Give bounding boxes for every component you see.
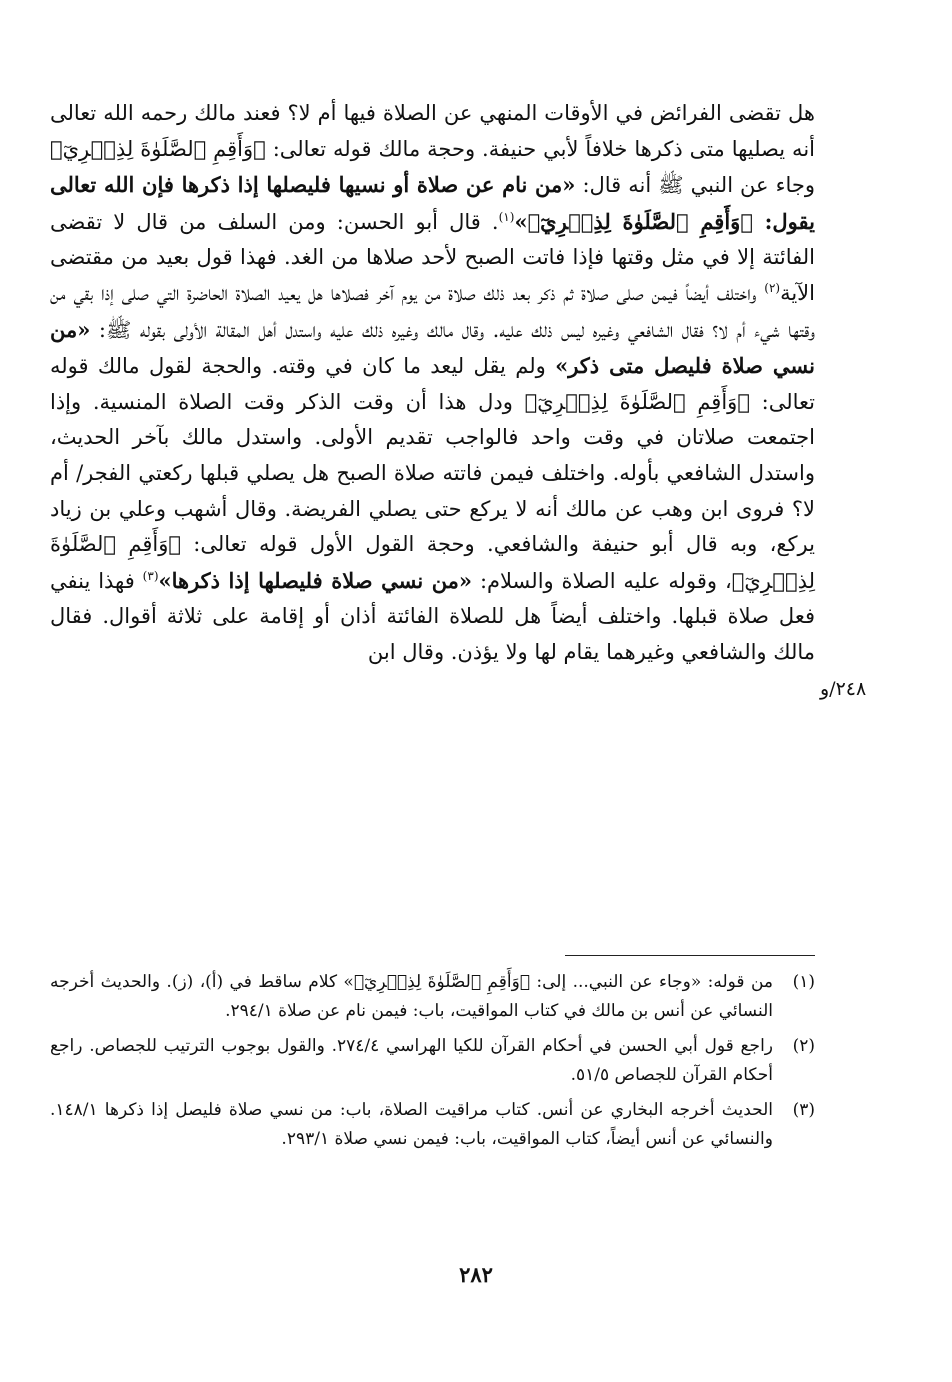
text-segment: ودل هذا أن وقت الذكر وقت الصلاة المنسية. وإذا اجتمعت صلاتان في وقت واحد فالواجب تقديم الأولى. واستدل مالك بآخر الحديث، واستدل الشافعي بأوله. واختلف فيمن فاتته صلاة الصبح هل يصلي قبلها ركعتي الفجر/ أم لا؟ فروى ابن وهب عن مالك أنه لا يركع حتى يصلي الفريضة. وقال أشهب وعلي بن زياد يركع، وبه قال أبو حنيفة والشافعي. وحجة القول الأول قوله تعالى:	[50, 389, 815, 557]
manuscript-folio-marker: ٢٤٨/و	[820, 678, 867, 700]
footnote-number: (١)	[792, 972, 815, 992]
text-segment: ولم يقل ليعد ما كان في وقته. والحجة لقول مالك قوله تعالى:	[50, 354, 816, 414]
text-segment: فهذا ينفي فعل صلاة قبلها. واختلف أيضاً هل للصلاة الفائتة أذان أو إقامة على ثلاثة أقوال. فقال مالك والشافعي وغيرهما يقام لها ولا يؤذن. وقال ابن	[50, 568, 815, 664]
text-segment: . قال أبو الحسن: ومن السلف من قال لا تقضى الفائتة إلا في مثل وقتها فإذا فاتت الصبح لأحد صلاها من الغد. فهذا قول بعيد من مقتضى الآية	[50, 209, 815, 305]
footnote-ref: (٣)	[142, 568, 159, 583]
hadith-quote: «من نسي صلاة فليصل متى ذكر»	[50, 316, 815, 379]
hadith-close: »	[514, 208, 528, 234]
footnote-number: (٢)	[792, 1036, 815, 1056]
text-segment: هل تقضى الفرائض في الأوقات المنهي عن الصلاة فيها أم لا؟ فعند مالك رحمه الله تعالى أنه يصليها متى ذكرها خلافاً لأبي حنيفة. وحجة مالك قوله تعالى:	[50, 101, 815, 161]
footnote-text: الحديث أخرجه البخاري عن أنس. كتاب مراقيت الصلاة، باب: من نسي صلاة فليصل إذا ذكرها ١٤٨/١. والنسائي عن أنس أيضاً، كتاب المواقيت، باب: فيمن نسي صلاة ٢٩٣/١.	[50, 1100, 773, 1149]
footnote-text: راجع قول أبي الحسن في أحكام القرآن للكيا الهراسي ٢٧٤/٤. والقول بوجوب الترتيب للجصاص. راجع أحكام القرآن للجصاص ٥١/٥.	[50, 1036, 773, 1085]
quran-verse: ﴿وَأَقِمِ ٱلصَّلَوٰةَ لِذِكۡرِيٓ﴾	[524, 389, 750, 414]
quran-verse: ﴿وَأَقِمِ ٱلصَّلَوٰةَ لِذِكۡرِيٓ﴾	[527, 208, 753, 234]
text-segment: وجاء عن النبي ﷺ أنه قال:	[575, 173, 816, 198]
quran-verse: ﴿وَأَقِمِ ٱلصَّلَوٰةَ لِذِكۡرِيٓ﴾	[50, 136, 266, 161]
main-text	[50, 96, 815, 671]
footnote-divider	[565, 955, 815, 956]
footnote-ref: (١)	[498, 209, 515, 224]
text-segment: واختلف أيضاً فيمن صلى صلاة ثم ذكر بعد ذلك صلاة من يوم آخر فصلاها هل يعيد الصلاة الحاضرة التي صلى إذا بقي من وقتها شيء أم لا؟ فقال الشافعي وغيره ليس ذلك عليه. وقال مالك وغيره ذلك عليه واستدل أهل المقالة الأولى بقوله ﷺ:	[50, 280, 815, 342]
footnote-item	[50, 1032, 815, 1090]
footnote-item	[50, 1096, 815, 1154]
text-segment: ، وقوله عليه الصلاة والسلام:	[472, 568, 732, 593]
hadith-text: «من نام عن صلاة أو نسيها فليصلها إذا ذكرها فإن الله تعالى يقول:	[50, 172, 815, 234]
footnote-text: من قوله: «وجاء عن النبي... إلى: ﴿وَأَقِمِ ٱلصَّلَوٰةَ لِذِكۡرِيٓ﴾» كلام ساقط في (أ)، (ز). والحديث أخرجه النسائي عن أنس بن مالك في كتاب المواقيت، باب: فيمن نام عن صلاة ٢٩٤/١.	[50, 972, 773, 1021]
footnotes	[50, 968, 815, 1160]
quran-verse: ﴿وَأَقِمِ ٱلصَّلَوٰةَ لِذِكۡرِيٓ﴾	[50, 532, 816, 593]
hadith-quote: «من نسي صلاة فليصلها إذا ذكرها»	[158, 567, 473, 593]
footnote-ref: (٢)	[764, 280, 781, 295]
page-number: ٢٨٢	[459, 1262, 493, 1287]
footnote-number: (٣)	[792, 1100, 815, 1120]
footnote-item	[50, 968, 815, 1026]
